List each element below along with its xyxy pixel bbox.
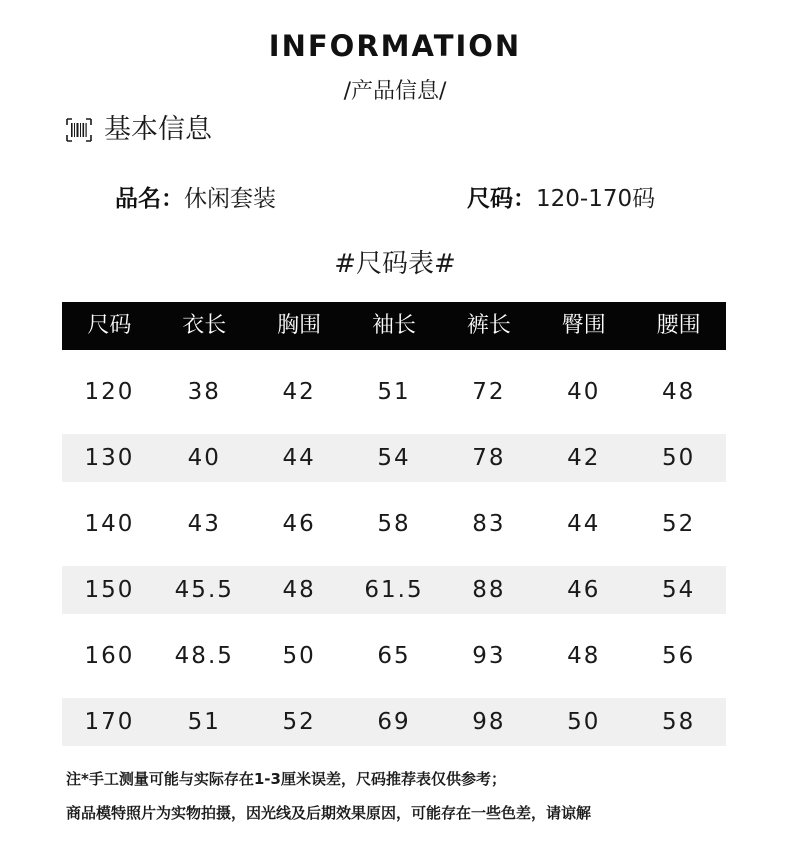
table-row [62,632,726,680]
column-header: 腰围 [656,313,701,338]
table-cell: 48 [567,643,601,669]
table-cell: 98 [472,709,506,735]
color-difference-note: 商品模特照片为实物拍摄，因光线及后期效果原因，可能存在一些色差，请谅解 [66,804,592,822]
table-cell: 45.5 [174,577,234,603]
basic-info-title: 基本信息 [104,114,212,145]
column-header: 裤长 [466,313,511,338]
size-chart-table [62,302,726,746]
table-row [62,698,726,746]
table-cell: 130 [84,445,135,471]
table-cell: 48.5 [174,643,234,669]
product-name-value: 休闲套装 [184,185,276,212]
basic-info-heading [66,112,212,148]
measurement-note: 注*手工测量可能与实际存在1-3厘米误差，尺码推荐表仅供参考； [66,770,506,788]
table-cell: 120 [84,379,135,405]
table-cell: 65 [377,643,411,669]
table-cell: 48 [661,379,696,405]
table-cell: 83 [472,511,506,537]
column-header: 胸围 [277,313,322,338]
table-row [62,434,726,482]
table-cell: 42 [282,379,316,405]
table-cell: 40 [187,445,221,471]
column-header: 臀围 [561,313,606,338]
table-cell: 38 [187,379,221,405]
column-header: 袖长 [372,313,417,338]
table-cell: 54 [377,445,411,471]
table-cell: 44 [567,511,601,537]
table-cell: 50 [661,445,696,471]
table-cell: 150 [84,577,135,603]
table-row [62,566,726,614]
product-name-row [115,178,276,214]
table-cell: 170 [84,709,135,735]
table-cell: 51 [187,709,221,735]
table-cell: 50 [282,643,316,669]
table-cell: 78 [472,445,506,471]
column-header: 衣长 [182,313,227,338]
table-cell: 46 [282,511,316,537]
table-cell: 58 [661,709,696,735]
table-cell: 61.5 [364,577,424,603]
table-cell: 42 [567,445,601,471]
table-cell: 93 [472,643,506,669]
table-cell: 43 [187,511,221,537]
size-chart-title: #尺码表# [334,249,456,279]
table-cell: 51 [377,379,411,405]
table-cell: 72 [472,379,506,405]
table-cell: 50 [567,709,601,735]
table-cell: 140 [84,511,135,537]
table-cell: 56 [661,643,696,669]
table-cell: 88 [472,577,506,603]
table-cell: 46 [567,577,601,603]
column-header: 尺码 [87,313,132,338]
table-cell: 52 [282,709,316,735]
size-range-row [467,178,655,214]
size-range-value: 120-170码 [536,185,656,212]
table-cell: 44 [282,445,316,471]
product-name-label: 品名： [115,185,184,212]
size-chart-header-row [62,302,726,350]
table-cell: 52 [661,511,696,537]
table-cell: 160 [84,643,135,669]
page-subtitle: /产品信息/ [343,79,447,104]
table-row [62,368,726,416]
size-chart-body [62,368,726,746]
table-cell: 40 [567,379,601,405]
table-row [62,500,726,548]
table-cell: 58 [377,511,411,537]
page-title: INFORMATION [268,29,522,63]
table-cell: 69 [377,709,411,735]
table-cell: 48 [282,577,316,603]
size-range-label: 尺码： [467,185,536,212]
barcode-icon [66,118,92,142]
table-cell: 54 [661,577,696,603]
